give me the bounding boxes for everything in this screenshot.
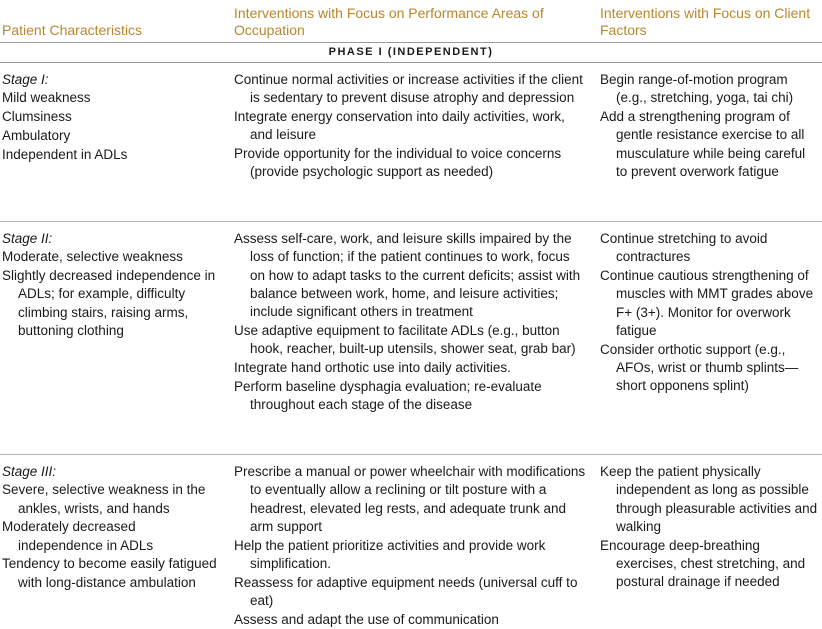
- table-row: [0, 455, 822, 626]
- stage-label: Stage I:: [2, 72, 49, 87]
- header-performance-areas: Interventions with Focus on Performance Areas of Occupation: [234, 5, 544, 38]
- list-item: Use adaptive equipment to facilitate ADLs (e.g., button hook, reacher, built-up utensils, shower seat, grab bar): [234, 322, 576, 357]
- performance-cell: [234, 71, 586, 182]
- list-item: Assess self-care, work, and leisure skills impaired by the loss of function; if the patient continues to work, focus on how to adapt tasks to the current deficits; assist with balance between work, home, and leisure activities; include significant others in treatment: [234, 231, 581, 320]
- phase-heading: PHASE I (INDEPENDENT): [0, 42, 822, 63]
- client-factors-cell: [600, 71, 820, 181]
- list-item: Continue cautious strengthening of muscles with MMT grades above F+ (3+). Monitor for overwork fatigue: [600, 268, 814, 338]
- list-item: Severe, selective weakness in the ankles, wrists, and hands: [2, 482, 206, 516]
- characteristics-cell: [2, 230, 224, 340]
- list-item: Mild weakness: [2, 90, 91, 106]
- stage-label: Stage II:: [2, 231, 53, 246]
- list-item: Prescribe a manual or power wheelchair with modifications to eventually allow a reclining or tilt posture with a headrest, elevated leg rests, and adequate trunk and arm support: [234, 464, 586, 534]
- list-item: Clumsiness: [2, 109, 72, 125]
- header-patient-characteristics: Patient Characteristics: [2, 22, 143, 38]
- performance-cell: [234, 230, 586, 414]
- list-item: Encourage deep-breathing exercises, chest stretching, and postural drainage if needed: [600, 537, 806, 590]
- list-item: Help the patient prioritize activities and provide work simplification.: [234, 537, 546, 571]
- list-item: Perform baseline dysphagia evaluation; re-evaluate throughout each stage of the disease: [234, 378, 542, 413]
- characteristics-cell: [2, 463, 224, 592]
- stage-label: Stage III:: [2, 464, 57, 479]
- list-item: Moderately decreased independence in ADLs: [2, 519, 154, 553]
- list-item: Keep the patient physically independent as long as possible through pleasurable activities and walking: [600, 464, 818, 534]
- table-row: [0, 63, 822, 222]
- characteristics-cell: [2, 71, 224, 164]
- performance-cell: [234, 463, 586, 629]
- list-item: Ambulatory: [2, 127, 71, 143]
- table-row: [0, 222, 822, 455]
- header-client-factors: Interventions with Focus on Client Factors: [600, 5, 811, 38]
- list-item: Consider orthotic support (e.g., AFOs, wrist or thumb splints—short opponens splint): [600, 341, 799, 394]
- list-item: Continue normal activities or increase activities if the client is sedentary to prevent disuse atrophy and depression: [234, 72, 583, 106]
- client-factors-cell: [600, 463, 820, 592]
- list-item: Begin range-of-motion program (e.g., stretching, yoga, tai chi): [600, 72, 794, 106]
- list-item: Independent in ADLs: [2, 146, 128, 162]
- list-item: Continue stretching to avoid contractures: [600, 231, 768, 265]
- list-item: Provide opportunity for the individual to voice concerns (provide psychologic support as needed): [234, 146, 562, 180]
- list-item: Assess and adapt the use of communication: [234, 611, 499, 627]
- list-item: Tendency to become easily fatigued with long-distance ambulation: [2, 556, 217, 590]
- list-item: Reassess for adaptive equipment needs (universal cuff to eat): [234, 574, 578, 609]
- list-item: Integrate energy conservation into daily activities, work, and leisure: [234, 109, 565, 143]
- list-item: Integrate hand orthotic use into daily activities.: [234, 360, 511, 376]
- list-item: Moderate, selective weakness: [2, 249, 183, 265]
- list-item: Add a strengthening program of gentle resistance exercise to all musculature while being careful to prevent overwork fatigue: [600, 109, 806, 179]
- list-item: Slightly decreased independence in ADLs; for example, difficulty climbing stairs, raising arms, buttoning clothing: [2, 268, 216, 338]
- table-header: [0, 0, 822, 43]
- client-factors-cell: [600, 230, 820, 396]
